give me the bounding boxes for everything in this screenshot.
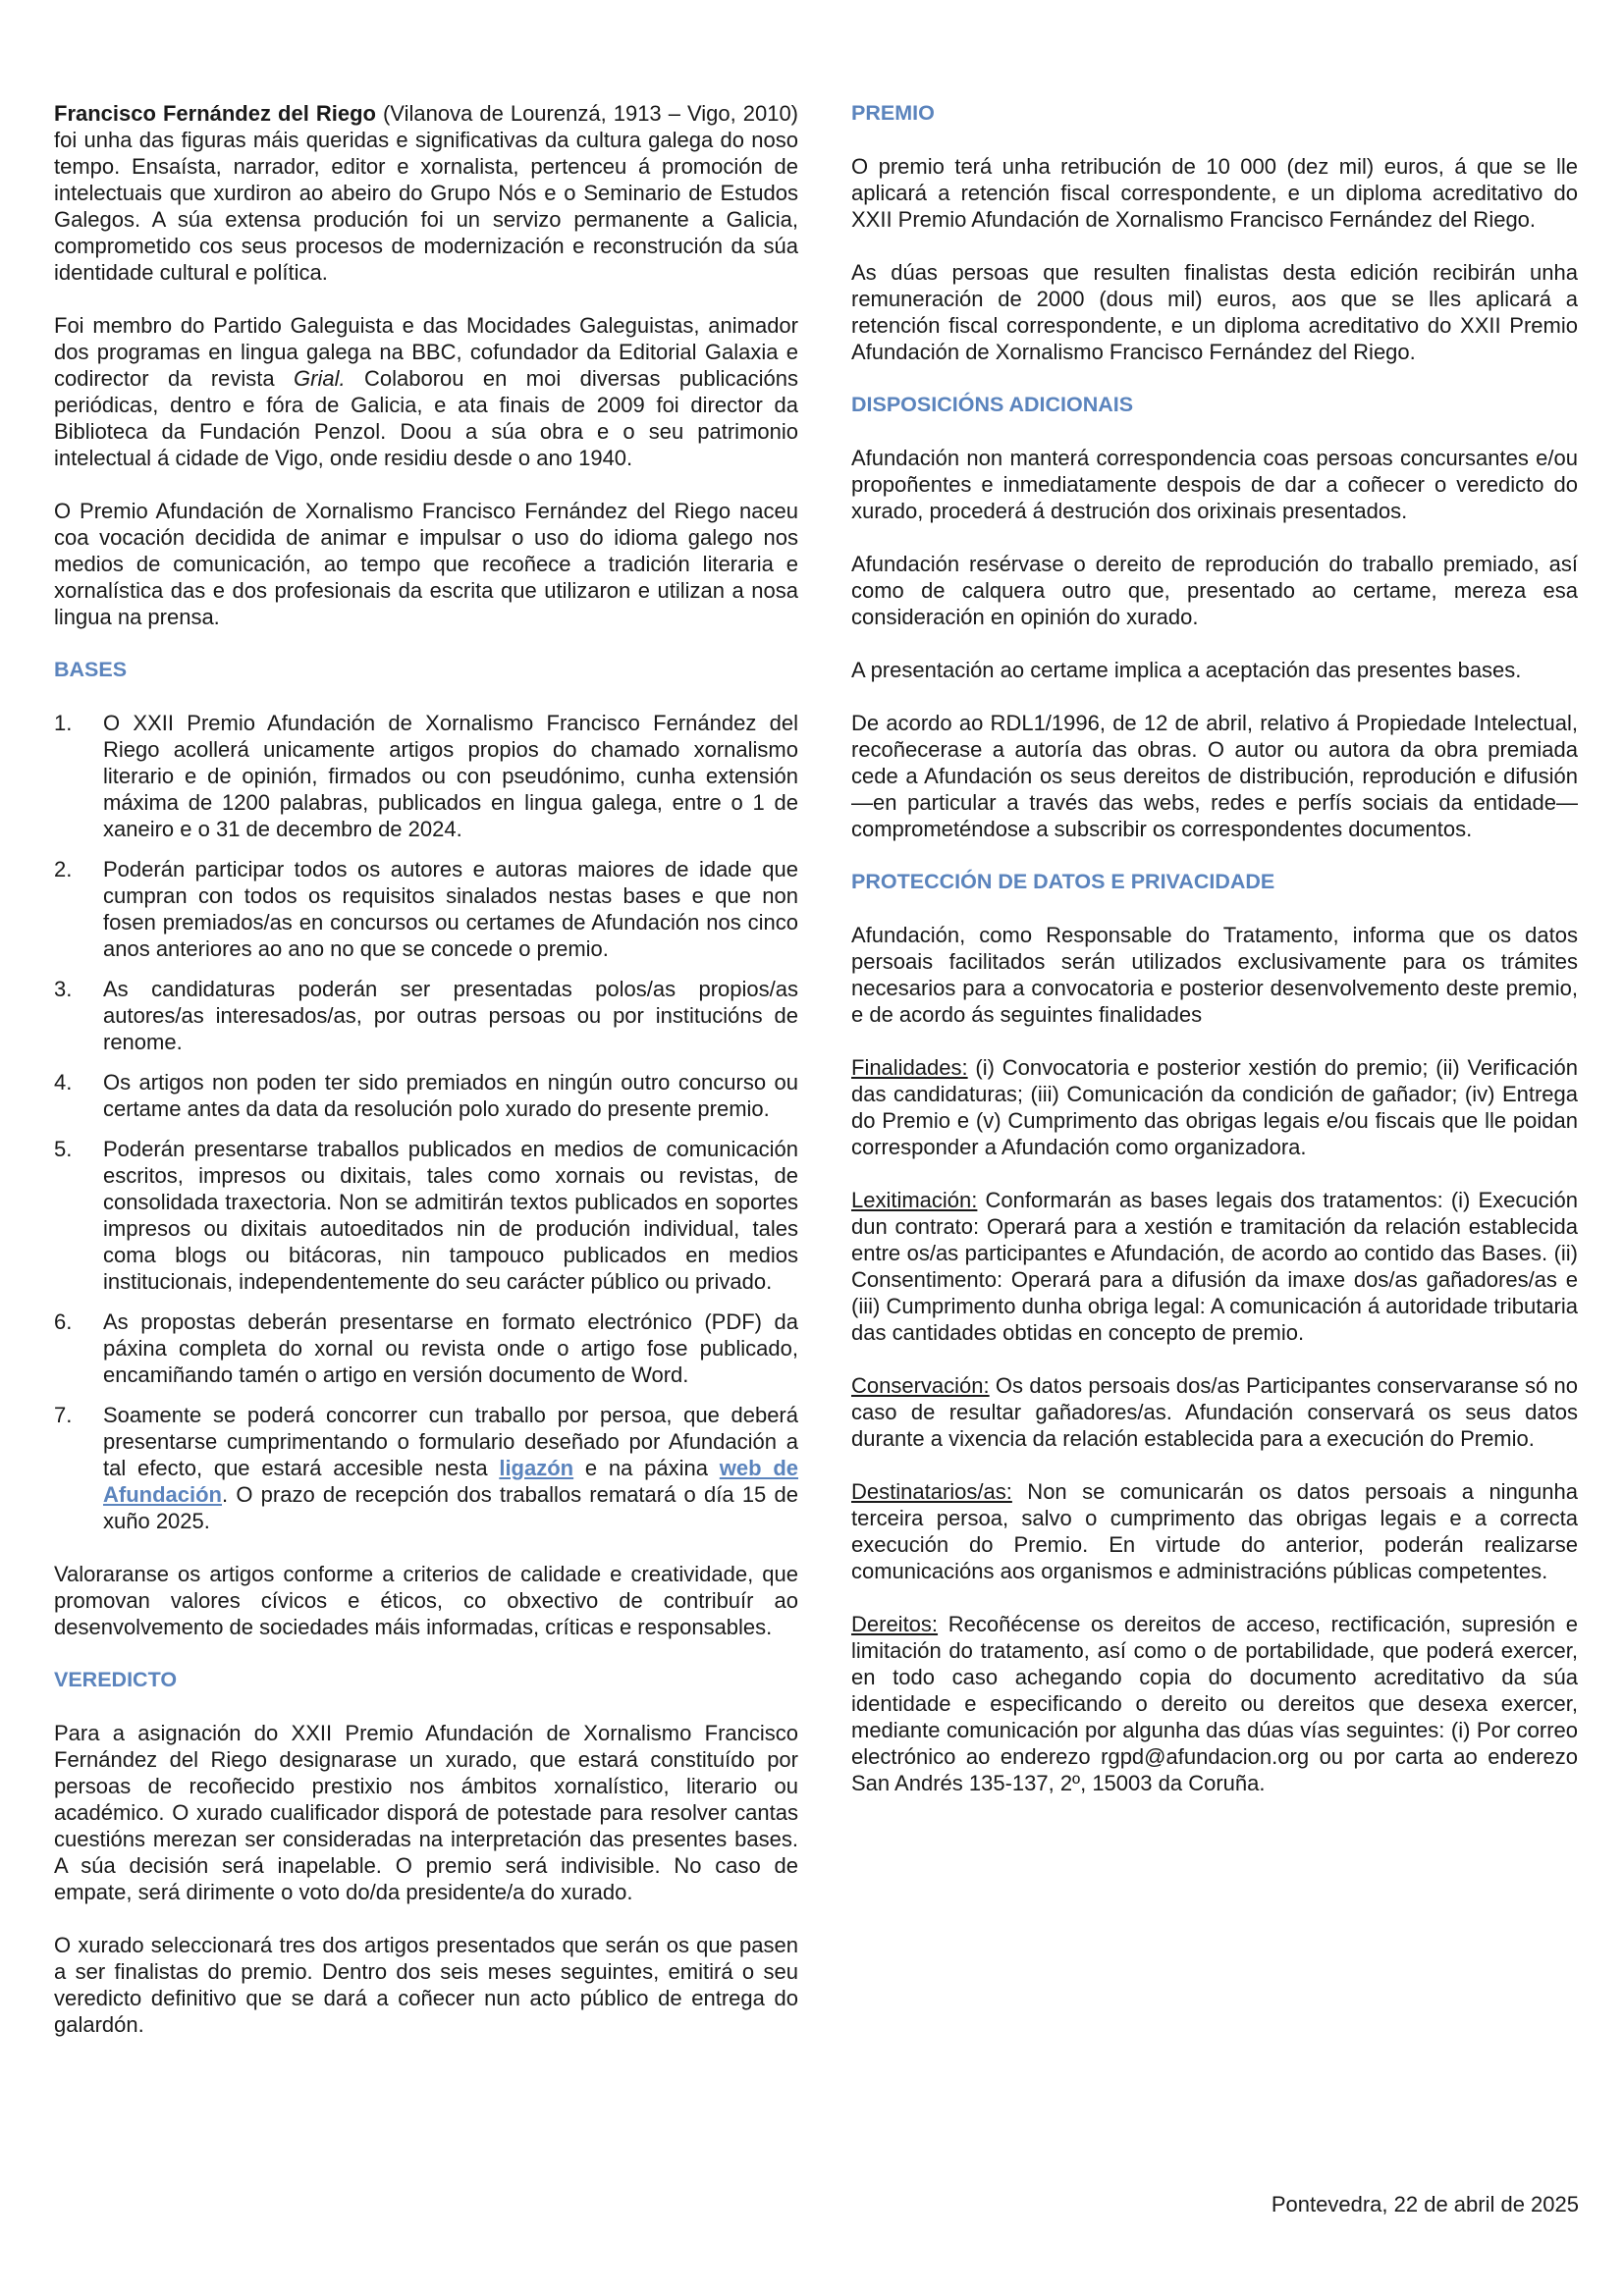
dereitos-paragraph (851, 1611, 1578, 1796)
finalidades-text: (i) Convocatoria e posterior xestión do premio; (ii) Verificación das candidaturas; (iii) Comunicación da condición de gañador; (iv) Entrega do Premio e (v) Cumprimento das obrigas legais e/ou fiscais que lle poidan corresponder a Afundación como organizadora. (851, 1055, 1578, 1159)
grial-title: Grial. (294, 366, 346, 391)
finalidades-label: Finalidades: (851, 1055, 968, 1080)
disposicions-paragraph-3: A presentación ao certame implica a aceptación das presentes bases. (851, 658, 1522, 682)
bases-item-text: Os artigos non poden ter sido premiados en ningún outro concurso ou certame antes da data da resolución polo xurado do presente premio. (103, 1070, 798, 1121)
dereitos-label: Dereitos: (851, 1612, 939, 1636)
proteccion-intro: Afundación, como Responsable do Tratamento, informa que os datos persoais facilitados serán utilizados exclusivamente para os trámites necesarios para a convocatoria e posterior desenvolvemento deste premio, e de acordo ás seguintes finalidades (851, 923, 1578, 1027)
conservacion-paragraph (851, 1372, 1578, 1452)
lexitimacion-paragraph (851, 1187, 1578, 1346)
bases-item-number: 5. (54, 1137, 73, 1161)
intro-paragraph-1 (54, 100, 798, 286)
bases-item-text: Poderán participar todos os autores e autoras maiores de idade que cumpran con todos os requisitos sinalados nestas bases e que non fosen premiados/as en concursos ou certames de Afundación nos cinco anos anteriores ao ano no que se concede o premio. (103, 857, 798, 961)
finalidades-paragraph (851, 1054, 1578, 1160)
disposicions-paragraph-2: Afundación resérvase o dereito de reprodución do traballo premiado, así como de calquera outro que, presentado ao certame, mereza esa consideración en opinión do xurado. (851, 552, 1578, 629)
conservacion-label: Conservación: (851, 1373, 990, 1398)
bases-item-number: 4. (54, 1070, 73, 1095)
bases-heading: BASES (54, 658, 128, 681)
veredicto-paragraph-2: O xurado seleccionará tres dos artigos presentados que serán os que pasen a ser finalistas do premio. Dentro dos seis meses seguintes, emitirá o seu veredicto definitivo que se dará a coñecer nun acto público de entrega do galardón. (54, 1933, 798, 2037)
bases-list (54, 710, 798, 1534)
right-column (851, 100, 1578, 1796)
premio-paragraph-2: As dúas persoas que resulten finalistas desta edición recibirán unha remuneración de 2000 (dous mil) euros, aos que se lles aplicará a retención fiscal correspondente, e un diploma acreditativo do XXII Premio Afundación de Xornalismo Francisco Fernández del Riego. (851, 260, 1578, 364)
bases-item-7-text-a: Soamente se poderá concorrer cun traballo por persoa, que deberá presentarse cumprimentando o formulario deseñado por Afundación a tal efecto, que estará accesible nesta (103, 1403, 798, 1480)
intro-paragraph-3: O Premio Afundación de Xornalismo Francisco Fernández del Riego naceu coa vocación decidida de animar e impulsar o uso do idioma galego nos medios de comunicación, ao tempo que recoñece a tradición literaria e xornalística das e dos profesionais da escrita que utilizaron e utilizan a nosa lingua na prensa. (54, 499, 798, 629)
intro-paragraph-2 (54, 312, 798, 471)
left-column (54, 100, 798, 2038)
bases-item-text: O XXII Premio Afundación de Xornalismo Francisco Fernández del Riego acollerá unicamente artigos propios do chamado xornalismo literario e de opinión, firmados ou con pseudónimo, cunha extensión máxima de 1200 palabras, publicados en lingua galega, entre o 1 de xaneiro e o 31 de decembro de 2024. (103, 711, 798, 841)
bases-item-7-text-b: e na páxina (573, 1456, 720, 1480)
author-name: Francisco Fernández del Riego (54, 101, 376, 126)
veredicto-heading: VEREDICTO (54, 1668, 178, 1691)
proteccion-heading: PROTECCIÓN DE DATOS E PRIVACIDADE (851, 870, 1275, 893)
afundacion-web-link[interactable]: web de Afundación (103, 1456, 799, 1507)
destinatarios-label: Destinatarios/as: (851, 1479, 1012, 1504)
bases-item-text: As candidaturas poderán ser presentadas polos/as propios/as autores/as interesados/as, por outras persoas ou por institucións de renome. (103, 977, 798, 1054)
bases-item-text: As propostas deberán presentarse en formato electrónico (PDF) da páxina completa do xornal ou revista onde o artigo fose publicado, encamiñando tamén o artigo en versión documento de Word. (103, 1309, 798, 1387)
veredicto-paragraph-1: Para a asignación do XXII Premio Afundación de Xornalismo Francisco Fernández del Riego designarase un xurado, que estará constituído por persoas de recoñecido prestixio nos ámbitos xornalístico, literario ou académico. O xurado cualificador disporá de potestade para resolver cantas cuestións merezan ser consideradas na interpretación das presentes bases. A súa decisión será inapelable. O premio será indivisible. No caso de empate, será dirimente o voto do/da presidente/a do xurado. (54, 1721, 798, 1904)
bases-item-text: Poderán presentarse traballos publicados en medios de comunicación escritos, impresos ou dixitais, tales como xornais ou revistas, de consolidada traxectoria. Non se admitirán textos publicados en soportes impresos ou dixitais autoeditados nin de produción individual, tales coma blogs ou bitácoras, nin tampouco publicados en medios institucionais, independentemente do seu carácter público ou privado. (103, 1137, 798, 1294)
disposicions-paragraph-4: De acordo ao RDL1/1996, de 12 de abril, relativo á Propiedade Intelectual, recoñecerase a autoría das obras. O autor ou autora da obra premiada cede a Afundación os seus dereitos de distribución, reprodución e difusión —en particular a través das webs, redes e perfís sociais da entidade— comprometéndose a subscribir os correspondentes documentos. (851, 711, 1578, 841)
bases-item-number: 2. (54, 857, 73, 881)
bases-item-7-text-c: . O prazo de recepción dos traballos rematará o día 15 de xuño 2025. (103, 1482, 798, 1533)
premio-heading: PREMIO (851, 101, 935, 125)
intro-paragraph-2-text-b: Colaborou en moi diversas publicacións periódicas, dentro e fóra de Galicia, e ata finais de 2009 foi director da Biblioteca da Fundación Penzol. Doou a súa obra e o seu patrimonio intelectual á cidade de Vigo, onde residiu desde o ano 1940. (54, 366, 798, 470)
bases-item-number: 7. (54, 1403, 73, 1427)
lexitimacion-text: Conformarán as bases legais dos tratamentos: (i) Execución dun contrato: Operará para a xestión e tramitación da relación establecida entre os/as participantes e Afundación, de acordo ao contido das Bases. (ii) Consentimento: Operará para a difusión da imaxe dos/as gañadores/as e (iii) Cumprimento dunha obriga legal: A comunicación á autoridade tributaria das cantidades obtidas en concepto de premio. (851, 1188, 1578, 1345)
lexitimacion-label: Lexitimación: (851, 1188, 978, 1212)
footer-date: Pontevedra, 22 de abril de 2025 (1271, 2192, 1579, 2216)
bases-item-2 (54, 856, 798, 962)
bases-item-number: 6. (54, 1309, 73, 1334)
bases-item-7 (54, 1402, 798, 1534)
conservacion-text: Os datos persoais dos/as Participantes conservaranse só no caso de resultar gañadores/as. Afundación conservará os seus datos durante a vixencia da relación establecida para a execución do Premio. (851, 1373, 1578, 1451)
destinatarios-text: Non se comunicarán os datos persoais a ningunha terceira persoa, salvo o cumprimento das obrigas legais e a correcta execución do Premio. En virtude do anterior, poderán realizarse comunicacións aos organismos e administracións públicas competentes. (851, 1479, 1578, 1583)
bases-item-number: 3. (54, 977, 73, 1001)
bases-item-1 (54, 710, 798, 842)
disposicions-heading: DISPOSICIÓNS ADICIONAIS (851, 393, 1134, 416)
bases-item-6 (54, 1308, 798, 1388)
destinatarios-paragraph (851, 1478, 1578, 1584)
bases-item-4 (54, 1069, 798, 1122)
premio-paragraph-1: O premio terá unha retribución de 10 000 (dez mil) euros, á que se lle aplicará a retención fiscal correspondente, e un diploma acreditativo do XXII Premio Afundación de Xornalismo Francisco Fernández del Riego. (851, 154, 1578, 232)
bases-item-number: 1. (54, 711, 73, 735)
intro-paragraph-2-text-a: Foi membro do Partido Galeguista e das Mocidades Galeguistas, animador dos programas en lingua galega na BBC, cofundador da Editorial Galaxia e codirector da revista (54, 313, 798, 391)
bases-item-5 (54, 1136, 798, 1295)
ligazon-link[interactable]: ligazón (499, 1456, 574, 1480)
disposicions-paragraph-1: Afundación non manterá correspondencia coas persoas concursantes e/ou propoñentes e inmediatamente despois de dar a coñecer o veredicto do xurado, procederá á destrución dos orixinais presentados. (851, 446, 1578, 523)
bases-closing-paragraph: Valoraranse os artigos conforme a criterios de calidade e creatividade, que promovan valores cívicos e éticos, co obxectivo de contribuír ao desenvolvemento de sociedades máis informadas, críticas e responsables. (54, 1562, 798, 1639)
bases-item-3 (54, 976, 798, 1055)
intro-paragraph-1-text: (Vilanova de Lourenzá, 1913 – Vigo, 2010) foi unha das figuras máis queridas e significativas da cultura galega do noso tempo. Ensaísta, narrador, editor e xornalista, pertenceu á promoción de intelectuais que xurdiron ao abeiro do Grupo Nós e o Seminario de Estudos Galegos. A súa extensa produción foi un servizo permanente a Galicia, comprometido cos seus procesos de modernización e reconstrución da súa identidade cultural e política. (54, 101, 799, 285)
dereitos-text: Recoñécense os dereitos de acceso, rectificación, supresión e limitación do tratamento, así como o de portabilidade, que poderá exercer, en todo caso achegando copia do documento acreditativo da súa identidade e especificando o dereito ou dereitos que desexa exercer, mediante comunicación por algunha das dúas vías seguintes: (i) Por correo electrónico ao enderezo rgpd@afundacion.org ou por carta ao enderezo San Andrés 135-137, 2º, 15003 da Coruña. (851, 1612, 1578, 1795)
